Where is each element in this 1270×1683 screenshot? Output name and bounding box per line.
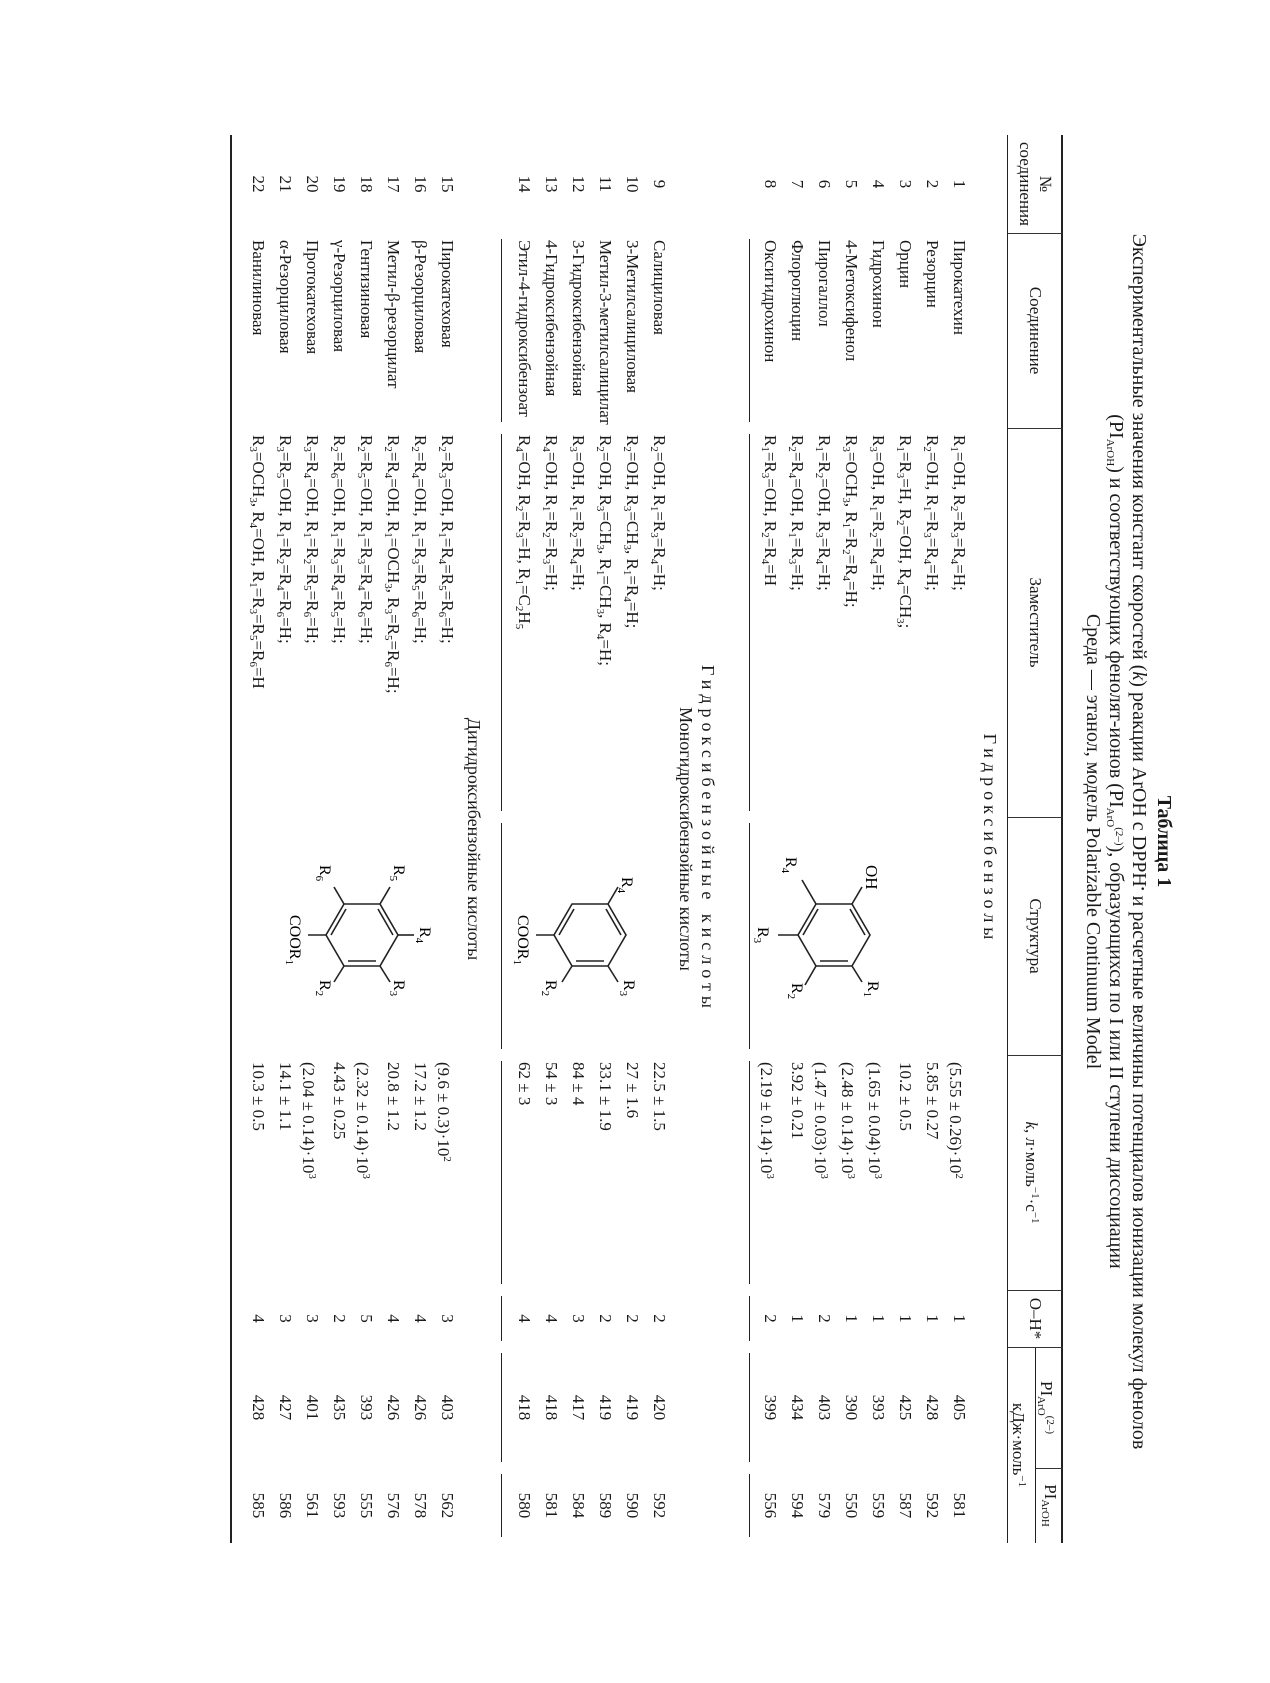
row-2-k: 5.85 ± 0.27 — [923, 1062, 942, 1140]
row-8-pi2: 556 — [761, 1492, 780, 1519]
label-r2: $R_2$ — [313, 980, 333, 997]
row-21-pi1: 427 — [276, 1394, 295, 1421]
row-13-name: 4-Гидроксибензойная — [542, 240, 561, 397]
row-20-n: 20 — [303, 175, 322, 193]
row-4-n: 4 — [869, 179, 888, 189]
label-r4: $R_4$ — [779, 857, 799, 874]
row-12-oh: 3 — [569, 1314, 588, 1323]
row-12-pi1: 417 — [569, 1394, 588, 1421]
table-label: Таблица 1 — [1153, 795, 1175, 888]
row-21-n: 21 — [276, 175, 295, 193]
row-22-n: 22 — [249, 175, 268, 193]
top-rule — [1061, 135, 1063, 1543]
row-16-n: 16 — [411, 175, 430, 193]
bottom-rule — [230, 135, 232, 1543]
row-17-pi2: 576 — [384, 1492, 403, 1519]
group-separator — [749, 1061, 750, 1284]
row-12-n: 12 — [569, 175, 588, 193]
row-7-sub: $R_2=R_4=OH$, $R_1=R_3=H$; — [786, 435, 807, 591]
row-7-pi1: 434 — [788, 1394, 807, 1421]
group-separator — [749, 239, 750, 422]
group-separator — [749, 1474, 750, 1537]
row-17-k: 20.8 ± 1.2 — [384, 1062, 403, 1131]
row-7-oh: 1 — [788, 1314, 807, 1323]
row-21-oh: 3 — [276, 1314, 295, 1323]
row-1-n: 1 — [950, 179, 969, 189]
row-7-pi2: 594 — [788, 1492, 807, 1519]
row-1-pi2: 581 — [950, 1492, 969, 1519]
row-12-pi2: 584 — [569, 1492, 588, 1519]
row-8-oh: 2 — [761, 1314, 780, 1323]
header-num: № соединения — [1016, 142, 1055, 226]
row-20-pi1: 401 — [303, 1394, 322, 1421]
row-13-oh: 4 — [542, 1314, 561, 1323]
row-14-name: Этил-4-гидроксибензоат — [515, 240, 534, 417]
label-r3: $R_3$ — [387, 980, 407, 997]
row-20-pi2: 561 — [303, 1492, 322, 1519]
row-17-sub: $R_2=R_4=OH$, $R_1=OCH_3$, $R_3=R_5=R_6=H$; — [382, 435, 403, 694]
row-3-pi1: 425 — [896, 1394, 915, 1421]
label-r5: $R_5$ — [387, 865, 407, 882]
table-caption-line2: $(PI_{ArOH})$ и соответствующих фенолят-ионов $(PI_{ArO}^{(2-)})$, образующихся по I или II ступени диссоциации — [1104, 414, 1127, 1269]
label-r3: $R_3$ — [617, 980, 637, 997]
row-13-pi2: 581 — [542, 1492, 561, 1519]
group-separator — [501, 1474, 502, 1537]
row-19-k: 4.43 ± 0.25 — [330, 1062, 349, 1140]
row-8-name: Оксигидрохинон — [761, 240, 780, 363]
row-18-k: $(2.32 \pm 0.14)\cdot 10^3$ — [353, 1062, 372, 1179]
header-pi-aroh: $PI_{ArOH}$ — [1039, 1484, 1060, 1527]
row-15-name: Пирокатеховая — [438, 240, 457, 348]
row-2-pi2: 592 — [923, 1492, 942, 1519]
group-separator — [501, 434, 502, 811]
label-r6: $R_6$ — [313, 865, 333, 882]
structure-dihydroxybenzoic — [250, 835, 470, 1050]
row-15-sub: $R_2=R_3=OH$, $R_1=R_4=R_5=R_6=H$; — [436, 435, 457, 644]
group-separator — [749, 1296, 750, 1341]
row-8-k: $(2.19 \pm 0.14)\cdot 10^3$ — [757, 1062, 776, 1179]
row-14-k: 62 ± 3 — [515, 1062, 534, 1106]
header-substituent: Заместитель — [1026, 577, 1045, 668]
row-16-k: 17.2 ± 1.2 — [411, 1062, 430, 1131]
row-12-k: 84 ± 4 — [569, 1062, 588, 1106]
row-21-k: 14.1 ± 1.1 — [276, 1062, 295, 1131]
row-4-sub: $R_3=OH$, $R_1=R_2=R_4=H$; — [867, 435, 888, 591]
section-monohydroxybenzoic: Моногидроксибензойные кислоты — [676, 707, 696, 971]
row-10-pi1: 419 — [623, 1394, 642, 1421]
header-units: кДж·моль$^{-1}$ — [1009, 1402, 1028, 1488]
row-18-n: 18 — [357, 175, 376, 193]
row-10-name: 3-Метилсалициловая — [623, 240, 642, 393]
row-18-sub: $R_2=R_5=OH$, $R_1=R_3=R_4=R_6=H$; — [355, 435, 376, 644]
table-caption-line3: Среда — этанол, модель Polarizable Continuum Model — [1082, 613, 1104, 1070]
row-6-name: Пирогаллол — [815, 240, 834, 327]
group-separator — [501, 1061, 502, 1284]
row-7-n: 7 — [788, 179, 807, 189]
row-5-pi2: 550 — [842, 1492, 861, 1519]
label-coor: $COOR_1$ — [511, 915, 531, 965]
group-separator — [501, 239, 502, 422]
row-9-name: Салициловая — [650, 240, 669, 335]
header-structure: Структура — [1026, 898, 1045, 974]
row-3-n: 3 — [896, 179, 915, 189]
group-separator — [749, 1353, 750, 1462]
row-1-sub: $R_1=OH$, $R_2=R_3=R_4=H$; — [948, 435, 969, 591]
row-1-k: $(5.55 \pm 0.26)\cdot 10^2$ — [946, 1062, 965, 1179]
row-11-name: Метил-3-метилсалицилат — [596, 240, 615, 425]
row-17-pi1: 426 — [384, 1394, 403, 1421]
label-r1: $R_1$ — [861, 981, 881, 998]
row-10-n: 10 — [623, 175, 642, 193]
row-4-name: Гидрохинон — [869, 240, 888, 328]
row-3-pi2: 587 — [896, 1492, 915, 1519]
table-caption-line1: Экспериментальные значения констант скоростей (k) реакции ArOH с DPPH• и расчетные величины потенциалов ионизации молекул фенолов — [1128, 233, 1150, 1450]
row-11-pi2: 589 — [596, 1492, 615, 1519]
section-hydroxybenzoic-acids: Гидроксибензойные кислоты — [698, 665, 718, 1013]
row-9-n: 9 — [650, 179, 669, 189]
row-2-oh: 1 — [923, 1314, 942, 1323]
row-19-pi2: 593 — [330, 1492, 349, 1519]
row-4-oh: 1 — [869, 1314, 888, 1323]
row-5-n: 5 — [842, 179, 861, 189]
row-13-n: 13 — [542, 175, 561, 193]
row-18-oh: 5 — [357, 1314, 376, 1323]
row-5-sub: $R_3=OCH_3$, $R_1=R_2=R_4=H$; — [840, 435, 861, 608]
row-12-name: 3-Гидроксибензойная — [569, 240, 588, 397]
row-11-pi1: 419 — [596, 1394, 615, 1421]
row-21-sub: $R_3=R_5=OH$, $R_1=R_2=R_4=R_6=H$; — [274, 435, 295, 644]
row-19-sub: $R_2=R_6=OH$, $R_1=R_3=R_4=R_5=H$; — [328, 435, 349, 644]
row-4-pi2: 559 — [869, 1492, 888, 1519]
row-9-pi1: 420 — [650, 1394, 669, 1421]
row-19-n: 19 — [330, 175, 349, 193]
row-9-pi2: 592 — [650, 1492, 669, 1519]
row-8-n: 8 — [761, 179, 780, 189]
row-15-pi1: 403 — [438, 1394, 457, 1421]
row-3-name: Орцин — [896, 240, 915, 289]
row-22-pi1: 428 — [249, 1394, 268, 1421]
group-separator — [501, 1353, 502, 1462]
row-22-name: Ванилиновая — [249, 240, 268, 336]
row-7-name: Флороглюцин — [788, 240, 807, 342]
row-4-k: $(1.65 \pm 0.04)\cdot 10^3$ — [865, 1062, 884, 1179]
row-5-pi1: 390 — [842, 1394, 861, 1421]
row-15-oh: 3 — [438, 1314, 457, 1323]
row-15-k: $(9.6 \pm 0.3)\cdot 10^2$ — [434, 1062, 453, 1162]
row-17-n: 17 — [384, 175, 403, 193]
row-14-sub: $R_4=OH$, $R_2=R_3=H$, $R_1=C_2H_5$ — [513, 435, 534, 630]
row-14-pi2: 580 — [515, 1492, 534, 1519]
row-9-oh: 2 — [650, 1314, 669, 1323]
label-coor: $COOR_1$ — [283, 915, 303, 965]
label-oh: OH — [862, 865, 881, 890]
label-r3: $R_3$ — [751, 927, 771, 944]
row-6-k: $(1.47 \pm 0.03)\cdot 10^3$ — [811, 1062, 830, 1179]
row-18-name: Гентизиновая — [357, 240, 376, 339]
label-r4: $R_4$ — [413, 927, 433, 944]
section-dihydroxybenzoic: Дигидроксибензойные кислоты — [464, 717, 484, 961]
group-separator — [749, 434, 750, 811]
row-4-pi1: 393 — [869, 1394, 888, 1421]
row-14-pi1: 418 — [515, 1394, 534, 1421]
row-1-name: Пирокатехин — [950, 240, 969, 335]
row-1-oh: 1 — [950, 1314, 969, 1323]
row-20-name: Протокатеховая — [303, 240, 322, 355]
row-8-pi1: 399 — [761, 1394, 780, 1421]
structure-monohydroxybenzoic — [488, 835, 678, 1050]
header-k: k, $л\cdot моль^{-1}\cdot с^{-1}$ — [1022, 1121, 1041, 1224]
row-18-pi2: 555 — [357, 1492, 376, 1519]
row-11-k: 33.1 ± 1.9 — [596, 1062, 615, 1131]
row-12-sub: $R_3=OH$, $R_1=R_2=R_4=H$; — [567, 435, 588, 591]
row-5-name: 4-Метоксифенол — [842, 240, 861, 362]
row-10-oh: 2 — [623, 1314, 642, 1323]
row-22-pi2: 585 — [249, 1492, 268, 1519]
row-14-oh: 4 — [515, 1314, 534, 1323]
row-3-sub: $R_1=R_3=H$, $R_2=OH$, $R_4=CH_3$; — [894, 435, 915, 629]
row-22-k: 10.3 ± 0.5 — [249, 1062, 268, 1131]
row-10-sub: $R_2=OH$, $R_3=CH_3$, $R_1=R_4=H$; — [621, 435, 642, 629]
row-16-sub: $R_2=R_4=OH$, $R_1=R_3=R_5=R_6=H$; — [409, 435, 430, 644]
row-9-sub: $R_2=OH$, $R_1=R_3=R_4=H$; — [648, 435, 669, 591]
row-6-pi2: 579 — [815, 1492, 834, 1519]
row-20-oh: 3 — [303, 1314, 322, 1323]
row-22-oh: 4 — [249, 1314, 268, 1323]
row-13-pi1: 418 — [542, 1394, 561, 1421]
row-15-n: 15 — [438, 175, 457, 193]
header-rule — [1007, 135, 1008, 1543]
row-16-pi2: 578 — [411, 1492, 430, 1519]
row-15-pi2: 562 — [438, 1492, 457, 1519]
row-13-sub: $R_4=OH$, $R_1=R_2=R_3=H$; — [540, 435, 561, 591]
label-r2: $R_2$ — [785, 983, 805, 1000]
row-3-k: 10.2 ± 0.5 — [896, 1062, 915, 1131]
row-11-sub: $R_2=OH$, $R_3=CH_3$, $R_1=CH_3$, $R_4=H$; — [594, 435, 615, 667]
row-2-n: 2 — [923, 179, 942, 189]
header-compound: Соединение — [1026, 286, 1045, 375]
structure-hydroxybenzene — [728, 835, 978, 1050]
row-18-pi1: 393 — [357, 1394, 376, 1421]
row-5-oh: 1 — [842, 1314, 861, 1323]
row-2-pi1: 428 — [923, 1394, 942, 1421]
row-6-n: 6 — [815, 179, 834, 189]
row-19-name: γ-Резорциловая — [330, 240, 349, 353]
row-13-k: 54 ± 3 — [542, 1062, 561, 1106]
row-10-pi2: 590 — [623, 1492, 642, 1519]
header-oh: O–H* — [1026, 1297, 1045, 1340]
section-hydroxybenzenes: Гидроксибензолы — [980, 733, 1000, 945]
row-17-name: Метил-β-резорцилат — [384, 240, 403, 389]
row-2-name: Резорцин — [923, 240, 942, 308]
row-5-k: $(2.48 \pm 0.14)\cdot 10^3$ — [838, 1062, 857, 1179]
row-17-oh: 4 — [384, 1314, 403, 1323]
row-20-sub: $R_3=R_4=OH$, $R_1=R_2=R_5=R_6=H$; — [301, 435, 322, 644]
row-11-oh: 2 — [596, 1314, 615, 1323]
row-9-k: 22.5 ± 1.5 — [650, 1062, 669, 1131]
row-16-pi1: 426 — [411, 1394, 430, 1421]
row-8-sub: $R_1=R_3=OH$, $R_2=R_4=H$ — [759, 435, 780, 587]
row-3-oh: 1 — [896, 1314, 915, 1323]
row-21-name: α-Резорциловая — [276, 240, 295, 354]
row-6-pi1: 403 — [815, 1394, 834, 1421]
label-r4: $R_4$ — [615, 877, 635, 894]
label-r2: $R_2$ — [539, 980, 559, 997]
row-16-oh: 4 — [411, 1314, 430, 1323]
row-11-n: 11 — [596, 175, 615, 193]
header-pi-ion: $PI_{ArO}^{(2-)}$ — [1035, 1380, 1056, 1434]
row-21-pi2: 586 — [276, 1492, 295, 1519]
row-19-pi1: 435 — [330, 1394, 349, 1421]
row-19-oh: 2 — [330, 1314, 349, 1323]
row-14-n: 14 — [515, 175, 534, 193]
row-7-k: 3.92 ± 0.21 — [788, 1062, 807, 1140]
row-22-sub: $R_3=OCH_3$, $R_4=OH$, $R_1=R_3=R_5=R_6=H$ — [247, 435, 268, 689]
group-separator — [501, 1296, 502, 1341]
row-2-sub: $R_2=OH$, $R_1=R_3=R_4=H$; — [921, 435, 942, 591]
row-10-k: 27 ± 1.6 — [623, 1062, 642, 1119]
row-20-k: $(2.04 \pm 0.14)\cdot 10^3$ — [299, 1062, 318, 1179]
row-16-name: β-Резорциловая — [411, 240, 430, 354]
row-6-sub: $R_1=R_2=OH$, $R_3=R_4=H$; — [813, 435, 834, 591]
row-6-oh: 2 — [815, 1314, 834, 1323]
row-1-pi1: 405 — [950, 1394, 969, 1421]
